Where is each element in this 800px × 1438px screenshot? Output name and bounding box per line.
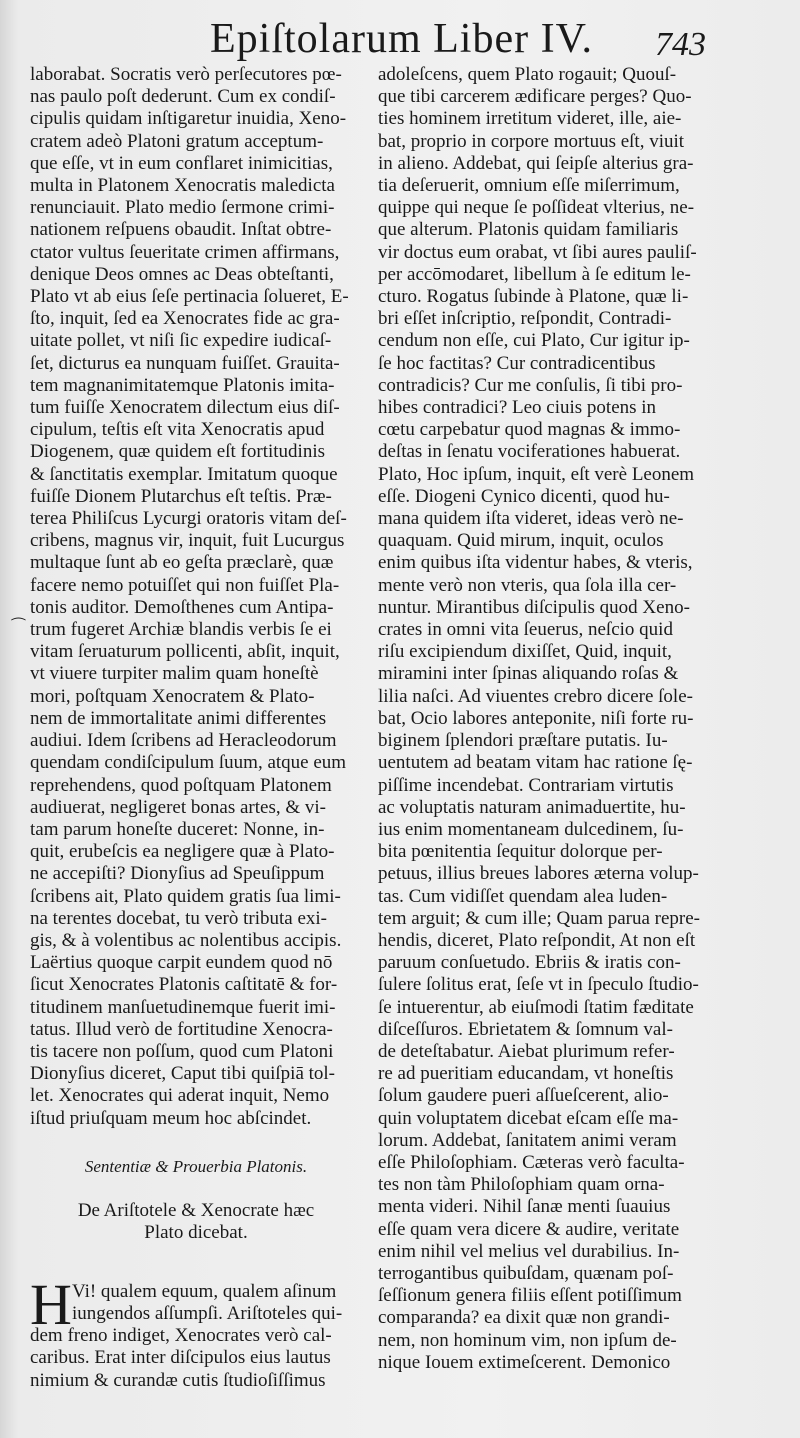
text-line: que alterum. Platonis quidam familiaris [378,219,679,241]
text-line: ſeſſionum genera filiis eſſent potiſſimum [378,1285,682,1307]
text-line: tum fuiſſe Xenocratem dilectum eius diſ- [30,397,340,419]
right-column [378,64,708,1374]
text-line: cipulis quidam inſtigaretur inuidia, Xeno- [30,108,347,130]
text-line: nimium & curandæ cutis ſtudioſiſſimus [30,1369,326,1391]
text-line: ſcribens ait, Plato quidem gratis ſua limi- [30,885,341,907]
text-line: ties hominem irretitum videret, ille, aie- [378,108,682,130]
text-line: caribus. Erat inter diſcipulos eius lautus [30,1347,331,1369]
text-line: Plato vt ab eius ſeſe pertinacia ſolueret, E- [30,286,349,308]
text-line: paruum conſuetudo. Ebriis & iratis con- [378,952,681,974]
text-line: Diogenem, quæ quidem eſt fortitudinis [30,441,325,463]
text-line: lorum. Addebat, ſanitatem animi veram [378,1129,677,1151]
text-line: bita pœnitentia ſequitur dolorque per- [378,841,663,863]
text-line: ius enim momentaneam dulcedinem, ſu- [378,818,684,840]
text-line: nem, non hominum vim, non ipſum de- [378,1329,677,1351]
text-line: quippe qui neque ſe poſſideat vlterius, ne- [378,197,695,219]
text-line: cturo. Rogatus ſubinde à Platone, quæ li- [378,286,689,308]
text-line: cipulum, teſtis eſt vita Xenocratis apud [30,419,325,441]
text-line: piſſime incendebat. Contrariam virtutis [378,774,674,796]
text-line: tes non tàm Philoſophiam quam orna- [378,1174,665,1196]
text-line: ſto, inquit, ſed ea Xenocrates fide ac gra- [30,308,340,330]
text-line: ſe hoc factitas? Cur contradicentibus [378,352,656,374]
text-line: cribens, magnus vir, inquit, fuit Lucurgus [30,530,345,552]
text-line: let. Xenocrates qui aderat inquit, Nemo [30,1085,330,1107]
text-line: bat, proprio in corpore mortuus eſt, viuit [378,130,685,152]
subheading-line: De Ariſtotele & Xenocrate hæc [77,1199,315,1221]
text-line: & ſanctitatis exemplar. Imitatum quoque [30,463,338,485]
text-line: nuntur. Mirantibus diſcipulis quod Xeno- [378,596,690,618]
text-line: iſtud priuſquam meum hoc abſcindet. [30,1107,312,1129]
text-line: quaquam. Quid mirum, inquit, oculos [378,530,664,552]
text-line: riſu excipiendum dixiſſet, Quid, inquit, [378,641,672,663]
text-line: facere nemo potuiſſet qui non fuiſſet Pla- [30,574,340,596]
text-line: re ad pueritiam educandam, vt honeſtis [378,1063,674,1085]
text-line: enim quibus iſta videntur habes, & vteris, [378,552,693,574]
text-line: diſceſſuros. Ebrietatem & ſomnum val- [378,1018,673,1040]
text-line: quit, erubeſcis ea negligere quæ à Plato- [30,841,335,863]
text-line: Plato, Hoc ipſum, inquit, eſt verè Leonem [378,463,695,485]
text-line: Vi! qualem equum, qualem aſinum [72,1280,337,1302]
text-line: tem arguit; & cum ille; Quam parua repre- [378,907,701,929]
text-line: tem magnanimitatemque Platonis imita- [30,374,335,396]
text-line: vir doctus eum orabat, vt ſibi aures pauliſ- [378,241,697,263]
text-line: in alieno. Addebat, qui ſeipſe alterius gra- [378,152,694,174]
text-line: reprehendens, quod poſtquam Platonem [30,774,332,796]
text-line: biginem ſplendori præſtare putatis. Iu- [378,730,668,752]
text-line: ctator vultus ſeueritate crimen affirmans, [30,241,340,263]
text-line: ſe intuerentur, ab eiuſmodi ſtatim fæditate [378,996,694,1018]
text-line: eſſe Philoſophiam. Cæteras verò faculta- [378,1151,685,1173]
text-line: crates in omni vita ſeuerus, neſcio quid [378,619,673,641]
text-line: multa in Platonem Xenocratis maledicta [30,175,335,197]
text-line: mente verò non vteris, qua ſola illa cer- [378,574,677,596]
text-line: que eſſe, vt in eum conflaret inimicitias, [30,152,333,174]
text-line: cœtu carpebatur quod magnas & immo- [378,419,681,441]
text-line: nas paulo poſt dederunt. Cum ex condiſ- [30,86,336,108]
text-line: vitam ſeruaturum pollicenti, abſit, inquit, [30,641,340,663]
text-line: tas. Cum vidiſſet quendam alea luden- [378,885,668,907]
text-line: Laërtius quoque carpit eundem quod nō [30,952,333,974]
text-line: tis tacere non poſſum, quod cum Platoni [30,1040,334,1062]
text-line: eſſe. Diogeni Cynico dicenti, quod hu- [378,485,670,507]
text-line: vt viuere turpiter malim quam honeſtè [30,663,319,685]
text-line: nationem reſpuens obaudit. Inſtat obtre- [30,219,332,241]
drop-cap: H [30,1271,72,1337]
text-line: na terentes docebat, tu verò tributa exi- [30,907,328,929]
text-line: terrogantibus quibuſdam, quænam poſ- [378,1262,674,1284]
text-line: contradicis? Cur me conſulis, ſi tibi pro- [378,374,683,396]
text-line: tia deſeruerit, omnium eſſe miſerrimum, [378,175,680,197]
text-line: denique Deos omnes ac Deas obteſtanti, [30,263,334,285]
text-line: deſtas in ſenatu vociferationes habuerat. [378,441,681,463]
text-line: comparanda? ea dixit quæ non grandi- [378,1307,670,1329]
text-line: hendis, diceret, Plato reſpondit, At non eſt [378,929,696,951]
section-title: Sententiæ & Prouerbia Platonis. [84,1156,308,1176]
text-line: uentutem ad beatam vitam hac ratione ſę- [378,752,693,774]
text-line: terea Philiſcus Lycurgi oratoris vitam deſ- [30,508,347,530]
text-line: enim nihil vel melius vel durabilius. In- [378,1240,680,1262]
text-line: ac voluptatis naturam animaduertite, hu- [378,796,686,818]
text-line: bat, Ocio labores anteponite, niſi forte ru- [378,707,694,729]
page-number: 743 [655,26,706,63]
margin-mark: ⁀ [12,617,25,636]
text-line: uitate pollet, vt niſi ſic expedire iudicaſ- [30,330,332,352]
text-line: de deteſtabatur. Aiebat plurimum refer- [378,1040,675,1062]
text-line: que tibi carcerem ædificare perges? Quo- [378,86,692,108]
text-line: dem freno indiget, Xenocrates verò cal- [30,1325,332,1347]
text-line: renunciauit. Plato medio ſermone crimi- [30,197,335,219]
running-head: Epiſtolarum Liber IV. [210,16,593,62]
right-column-text [378,64,708,1374]
text-line: ſicut Xenocrates Platonis caſtitatē & for- [30,974,338,996]
text-line: hibes contradici? Leo ciuis potens in [378,397,657,419]
text-line: cratem adeò Platoni gratum acceptum- [30,130,324,152]
text-line: adoleſcens, quem Plato rogauit; Quouſ- [378,64,677,85]
dropcap-paragraph [30,1271,362,1392]
text-line: ſet, dicturus ea nunquam fuiſſet. Grauita- [30,352,340,374]
text-line: Dionyſius diceret, Caput tibi quiſpiā tol- [30,1063,336,1085]
subheading-line: Plato dicebat. [144,1222,248,1244]
text-line: miramini inter ſpinas aliquando roſas & [378,663,679,685]
text-line: titudinem manſuetudinemque fuerit imi- [30,996,336,1018]
text-line: nique Iouem extimeſcerent. Demonico [378,1351,671,1373]
text-line: tonis auditor. Demoſthenes cum Antipa- [30,596,334,618]
text-line: quin voluptatem dicebat eſcam eſſe ma- [378,1107,679,1129]
text-line: tam parum honeſte duceret: Nonne, in- [30,818,325,840]
text-line: audiuerat, negligeret bonas artes, & vi- [30,796,326,818]
left-column-text [30,64,362,1130]
text-line: fuiſſe Dionem Plutarchus eſt teſtis. Præ- [30,485,332,507]
text-line: cendum non eſſe, cui Plato, Cur igitur ip- [378,330,690,352]
text-line: ſolum gaudere pueri aſſueſcerent, alio- [378,1085,669,1107]
text-line: petuus, illius breues labores æterna volup- [378,863,699,885]
text-line: mori, poſtquam Xenocratem & Plato- [30,685,315,707]
text-line: ſulere ſolitus erat, ſeſe vt in ſpeculo ſtudio- [378,974,699,996]
text-line: menta videri. Nihil ſanæ menti ſuauius [378,1196,671,1218]
text-line: ne accepiſti? Dionyſius ad Speuſippum [30,863,325,885]
text-line: mana quidem iſta videret, ideas verò ne- [378,508,684,530]
text-line: iungendos aſſumpſi. Ariſtoteles qui- [72,1302,343,1324]
text-line: eſſe quam vera dicere & audire, veritate [378,1218,680,1240]
text-line: bri eſſet inſcriptio, reſpondit, Contradi- [378,308,672,330]
text-line: trum fugeret Archiæ blandis verbis ſe ei [30,619,332,641]
text-line: lilia naſci. Ad viuentes crebro dicere ſole- [378,685,693,707]
text-line: audiui. Idem ſcribens ad Heracleodorum [30,730,337,752]
text-line: quendam condiſcipulum ſuum, atque eum [30,752,347,774]
text-line: gis, & à volentibus ac nolentibus accipis. [30,929,342,951]
text-line: laborabat. Socratis verò perſecutores pœ- [30,64,342,85]
left-column [30,64,362,1392]
text-line: per accōmodaret, libellum à ſe editum le- [378,263,691,285]
text-line: nem de immortalitate animi differentes [30,707,327,729]
text-line: tatus. Illud verò de fortitudine Xenocra- [30,1018,333,1040]
text-line: multaque ſunt ab eo geſta præclarè, quæ [30,552,334,574]
